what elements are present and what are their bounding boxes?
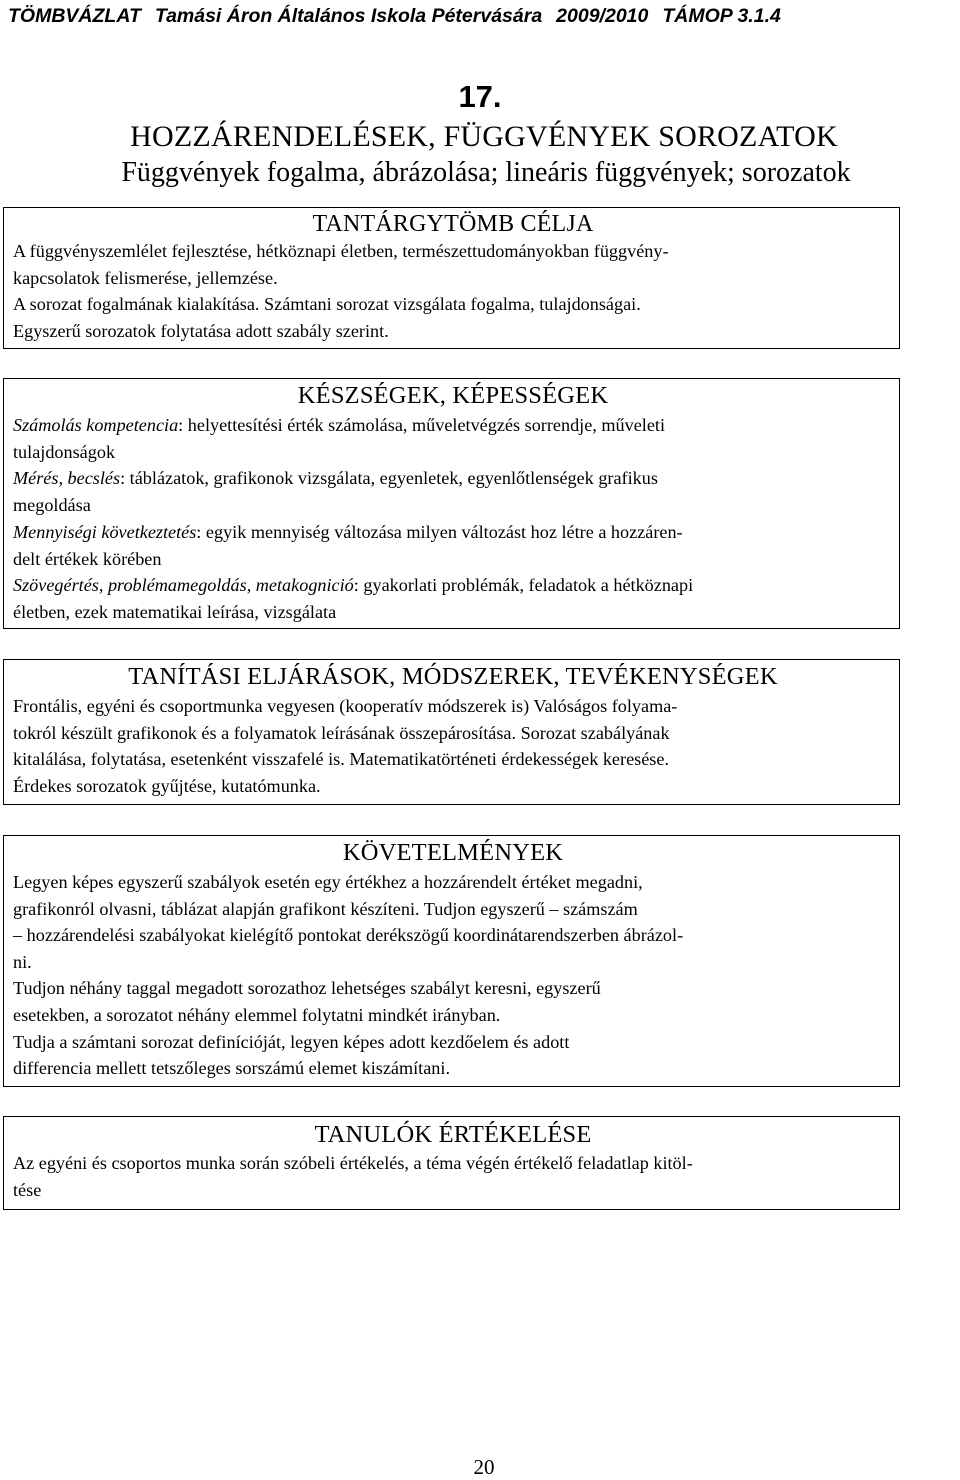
requirements-line: esetekben, a sorozatot néhány elemmel folytatni mindkét irányban. [13, 1004, 501, 1025]
requirements-heading: KÖVETELMÉNYEK [342, 839, 564, 866]
page-number: 20 [473, 1455, 495, 1479]
skill-term: Szövegértés, problémamegoldás, metakognició [13, 575, 354, 596]
assessment-section [3, 1116, 900, 1210]
chapter-number: 17. [458, 79, 502, 114]
goal-section [3, 207, 900, 349]
methods-section [3, 659, 900, 805]
requirements-line: differencia mellett tetszőleges sorszámú elemet kiszámítani. [13, 1058, 451, 1079]
header-school: Tamási Áron Általános Iskola Pétervására [154, 5, 543, 27]
requirements-line: Tudjon néhány taggal megadott sorozathoz lehetséges szabályt keresni, egyszerű [13, 978, 601, 999]
skill-item-line [13, 572, 893, 599]
header-project: TÁMOP 3.1.4 [662, 5, 781, 27]
skill-item-line [13, 519, 893, 546]
requirements-section [3, 835, 900, 1087]
skill-item-continuation: megoldása [13, 495, 91, 516]
requirements-line: Legyen képes egyszerű szabályok esetén egy értékhez a hozzárendelt értéket megadni, [13, 872, 643, 892]
methods-line: tokról készült grafikonok és a folyamatok leírásának összepárosítása. Sorozat szabályának [13, 722, 670, 743]
requirements-line: Tudja a számtani sorozat definícióját, legyen képes adott kezdőelem és adott [13, 1031, 570, 1052]
requirements-line: grafikonról olvasni, táblázat alapján grafikont készíteni. Tudjon egyszerű – számszám [13, 898, 638, 919]
skill-term: Mérés, becslés [13, 468, 121, 489]
skill-description: : gyakorlati problémák, feladatok a hétköznapi [353, 575, 694, 596]
skill-item-continuation: életben, ezek matematikai leírása, vizsgálata [13, 601, 337, 622]
header-years: 2009/2010 [556, 5, 649, 27]
header-left: TÖMBVÁZLAT [8, 5, 141, 27]
skills-section [3, 378, 900, 629]
skill-term: Mennyiségi következtetés [13, 521, 197, 542]
assessment-text [13, 1150, 893, 1203]
goal-heading: TANTÁRGYTÖMB CÉLJA [312, 211, 594, 237]
goal-line: kapcsolatok felismerése, jellemzése. [13, 267, 278, 288]
assessment-line: tése [13, 1179, 42, 1200]
skill-term: Számolás kompetencia [13, 415, 179, 435]
skill-description: : egyik mennyiség változása milyen változást hoz létre a hozzáren- [196, 521, 683, 542]
skill-item-continuation: delt értékek körében [13, 548, 162, 569]
requirements-text [13, 869, 893, 1082]
skill-item-continuation: tulajdonságok [13, 441, 116, 462]
skill-item-line [13, 412, 893, 439]
skill-description: : táblázatok, grafikonok vizsgálata, egyenletek, egyenlőtlenségek grafikus [120, 468, 658, 489]
page-subtitle: Függvények fogalma, ábrázolása; lineáris függvények; sorozatok [121, 157, 851, 188]
assessment-line: Az egyéni és csoportos munka során szóbeli értékelés, a téma végén értékelő feladatlap kitöl- [13, 1153, 693, 1173]
methods-line: Érdekes sorozatok gyűjtése, kutatómunka. [13, 775, 321, 796]
goal-text [13, 238, 893, 344]
goal-line: A függvényszemlélet fejlesztése, hétköznapi életben, természettudományokban függvény- [13, 241, 669, 261]
requirements-line: ni. [13, 951, 32, 972]
skill-description: : helyettesítési érték számolása, műveletvégzés sorrendje, műveleti [178, 415, 666, 435]
page-title: HOZZÁRENDELÉSEK, FÜGGVÉNYEK SOROZATOK [130, 120, 838, 153]
goal-line: Egyszerű sorozatok folytatása adott szabály szerint. [13, 320, 389, 341]
methods-line: kitalálása, folytatása, esetenként visszafelé is. Matematikatörténeti érdekességek keresése. [13, 749, 669, 770]
skills-text [13, 412, 893, 626]
methods-text [13, 693, 893, 799]
goal-line: A sorozat fogalmának kialakítása. Számtani sorozat vizsgálata fogalma, tulajdonságai. [13, 294, 641, 315]
assessment-heading: TANULÓK ÉRTÉKELÉSE [314, 1121, 592, 1148]
running-header [0, 0, 960, 32]
requirements-line: – hozzárendelési szabályokat kielégítő pontokat derékszögű koordinátarendszerben ábrázol- [13, 925, 684, 946]
skills-heading: KÉSZSÉGEK, KÉPESSÉGEK [297, 382, 609, 409]
skill-item-line [13, 465, 893, 492]
methods-line: Frontális, egyéni és csoportmunka vegyesen (kooperatív módszerek is) Valóságos folyama- [13, 696, 678, 716]
methods-heading: TANÍTÁSI ELJÁRÁSOK, MÓDSZEREK, TEVÉKENYSÉGEK [128, 663, 778, 690]
